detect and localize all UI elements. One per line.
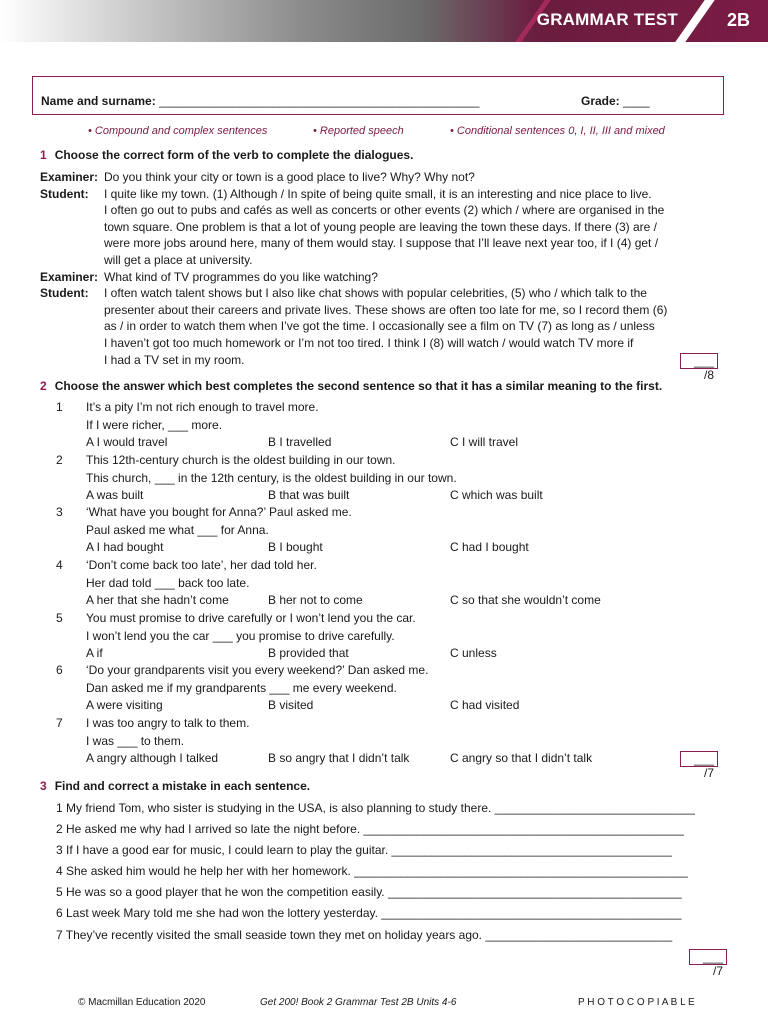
- dialogue-text: I often go out to pubs and cafés as well as concerts or other events (2) which / where are organised in the: [104, 203, 665, 218]
- page-title: GRAMMAR TEST: [536, 10, 678, 29]
- question-prompt: I was ___ to them.: [86, 733, 185, 748]
- question-sentence: I was too angry to talk to them.: [86, 716, 250, 730]
- speaker: [40, 219, 104, 236]
- speaker: [40, 302, 104, 319]
- question: [56, 662, 726, 715]
- topic-item: • Compound and complex sentences: [88, 125, 268, 137]
- question-prompt: Paul asked me what ___ for Anna.: [86, 522, 269, 537]
- speaker: Student:: [40, 286, 89, 301]
- dialogue-text: I quite like my town. (1) Although / In spite of being quite small, it is an interesting and nice place to live.: [104, 186, 652, 201]
- question-sentence: ‘Don’t come back too late’, her dad told her.: [86, 558, 317, 572]
- option-c[interactable]: C had I bought: [450, 540, 529, 554]
- dialogue-text: as / in order to watch them when I’ve got the time. I occasionally see a film on TV (7) as long as / unless: [104, 319, 655, 334]
- option-b[interactable]: B so angry that I didn’t talk: [268, 751, 410, 765]
- name-label: Name and surname:: [41, 94, 156, 108]
- section-number: 3: [40, 779, 47, 793]
- section-instruction: Choose the answer which best completes the second sentence so that it has a similar meaning to the first.: [54, 379, 663, 393]
- speaker: [40, 335, 104, 352]
- dialogue: [40, 169, 730, 368]
- score-box-1[interactable]: ___ /8: [680, 353, 718, 369]
- dialogue-text: town square. One problem is that a lot of young people are leaving the town these days. If there (3) are /: [104, 219, 657, 234]
- dialogue-text: presenter about their careers and private lives. These shows are often too late for me, so I record them (6): [104, 302, 668, 317]
- option-c[interactable]: C had visited: [450, 698, 520, 712]
- question: [56, 504, 726, 557]
- option-a[interactable]: A I would travel: [86, 435, 168, 449]
- section-3-title: [40, 779, 310, 793]
- correction-sentence[interactable]: 4 She asked him would he help her with her homework. __________________________________________________: [56, 864, 688, 878]
- dialogue-line: [40, 318, 730, 335]
- option-c[interactable]: C which was built: [450, 488, 543, 502]
- speaker: [40, 352, 104, 369]
- dialogue-text: Do you think your city or town is a good place to live? Why? Why not?: [104, 170, 475, 184]
- question-number: 2: [56, 453, 63, 467]
- option-b[interactable]: B provided that: [268, 646, 349, 660]
- dialogue-line: [40, 235, 730, 252]
- option-a[interactable]: A was built: [86, 488, 144, 502]
- question: [56, 715, 726, 768]
- footer-photocopiable: P H O T O C O P I A B L E: [578, 997, 695, 1008]
- dialogue-line: [40, 302, 730, 319]
- option-c[interactable]: C I will travel: [450, 435, 519, 449]
- option-b[interactable]: B visited: [268, 698, 314, 712]
- correction-sentence[interactable]: 5 He was so a good player that he won the competition easily. ____________________________________________: [56, 885, 682, 899]
- option-b[interactable]: B her not to come: [268, 593, 363, 607]
- dialogue-line: [40, 169, 730, 186]
- name-field[interactable]: [41, 94, 479, 108]
- question-number: 4: [56, 558, 63, 572]
- option-b[interactable]: B I travelled: [268, 435, 332, 449]
- option-a[interactable]: A were visiting: [86, 698, 163, 712]
- option-a[interactable]: A her that she hadn’t come: [86, 593, 229, 607]
- speaker: [40, 318, 104, 335]
- dialogue-line: [40, 219, 730, 236]
- dialogue-text: were more jobs around here, many of them would stay. I suppose that I’ll leave next year too, if I (4) get /: [104, 236, 659, 251]
- option-c[interactable]: C so that she wouldn’t come: [450, 593, 601, 607]
- topic-item: • Conditional sentences 0, I, II, III and mixed: [450, 125, 665, 137]
- dialogue-text: What kind of TV programmes do you like watching?: [104, 269, 378, 284]
- speaker: Examiner:: [40, 269, 99, 284]
- section-instruction: Find and correct a mistake in each sentence.: [54, 779, 311, 793]
- option-a[interactable]: A angry although I talked: [86, 751, 219, 765]
- speaker: [40, 235, 104, 252]
- grade-line: ____: [623, 94, 650, 108]
- section-2-title: [40, 379, 662, 393]
- section-1-title: [40, 148, 413, 162]
- dialogue-line: [40, 285, 730, 302]
- name-line: ________________________________________________: [159, 94, 480, 108]
- dialogue-line: [40, 335, 730, 352]
- question: [56, 452, 726, 505]
- question-sentence: This 12th-century church is the oldest building in our town.: [86, 453, 396, 467]
- dialogue-text: will get a place at university.: [104, 252, 253, 267]
- test-code: 2B: [726, 10, 750, 30]
- option-a[interactable]: A if: [86, 646, 103, 660]
- dialogue-text: I haven’t got too much homework or I’m not too tired. I think I (8) will watch / would watch TV more if: [104, 335, 634, 350]
- option-b[interactable]: B I bought: [268, 540, 323, 554]
- speaker: [40, 202, 104, 219]
- name-box: [32, 76, 724, 115]
- footer-book: Get 200! Book 2 Grammar Test 2B Units 4-6: [260, 997, 457, 1008]
- grade-label: Grade:: [581, 94, 620, 108]
- grade-field[interactable]: [581, 94, 650, 108]
- topic-item: • Reported speech: [313, 125, 404, 137]
- question-sentence: It’s a pity I’m not rich enough to travel more.: [86, 400, 319, 414]
- footer-copyright: © Macmillan Education 2020: [78, 997, 206, 1008]
- question-number: 6: [56, 663, 63, 677]
- dialogue-line: [40, 352, 730, 369]
- question-prompt: Dan asked me if my grandparents ___ me every weekend.: [86, 680, 397, 695]
- option-c[interactable]: C unless: [450, 646, 497, 660]
- correction-sentence[interactable]: 6 Last week Mary told me she had won the lottery yesterday. _____________________________________________: [56, 906, 682, 920]
- score-box-2[interactable]: ___ /7: [680, 751, 718, 767]
- correction-sentence[interactable]: 1 My friend Tom, who sister is studying in the USA, is also planning to study there. ______________________________: [56, 801, 695, 815]
- question-number: 1: [56, 400, 63, 414]
- dialogue-line: [40, 202, 730, 219]
- question-prompt: If I were richer, ___ more.: [86, 417, 223, 432]
- dialogue-line: [40, 269, 730, 286]
- speaker: [40, 252, 104, 269]
- correction-sentence[interactable]: 7 They’ve recently visited the small seaside town they met on holiday years ago. ____________________________: [56, 928, 673, 942]
- option-c[interactable]: C angry so that I didn’t talk: [450, 751, 593, 765]
- question: [56, 610, 726, 663]
- dialogue-text: I had a TV set in my room.: [104, 352, 245, 367]
- score-box-3[interactable]: ___ /7: [689, 949, 727, 965]
- question-number: 3: [56, 505, 63, 519]
- dialogue-line: [40, 252, 730, 269]
- section-instruction: Choose the correct form of the verb to complete the dialogues.: [54, 148, 414, 162]
- section-number: 2: [40, 379, 47, 393]
- question-number: 7: [56, 716, 63, 730]
- question: [56, 399, 726, 452]
- dialogue-text: I often watch talent shows but I also like chat shows with popular celebrities, (5) who / which talk to the: [104, 286, 647, 301]
- question-sentence: ‘Do your grandparents visit you every weekend?’ Dan asked me.: [86, 663, 429, 677]
- correction-sentence[interactable]: 3 If I have a good ear for music, I could learn to play the guitar. __________________________________________: [56, 843, 672, 857]
- section-number: 1: [40, 148, 47, 162]
- question-number: 5: [56, 611, 63, 625]
- question-sentence: You must promise to drive carefully or I won’t lend you the car.: [86, 611, 416, 625]
- question-prompt: Her dad told ___ back too late.: [86, 575, 250, 590]
- option-a[interactable]: A I had bought: [86, 540, 164, 554]
- question-prompt: I won’t lend you the car ___ you promise to drive carefully.: [86, 628, 395, 643]
- question-prompt: This church, ___ in the 12th century, is the oldest building in our town.: [86, 470, 457, 485]
- question: [56, 557, 726, 610]
- speaker: Examiner:: [40, 170, 99, 184]
- option-b[interactable]: B that was built: [268, 488, 350, 502]
- speaker: Student:: [40, 186, 89, 201]
- correction-sentence[interactable]: 2 He asked me why had I arrived so late the night before. ________________________________________________: [56, 822, 684, 836]
- question-sentence: ‘What have you bought for Anna?’ Paul asked me.: [86, 505, 352, 519]
- dialogue-line: [40, 186, 730, 203]
